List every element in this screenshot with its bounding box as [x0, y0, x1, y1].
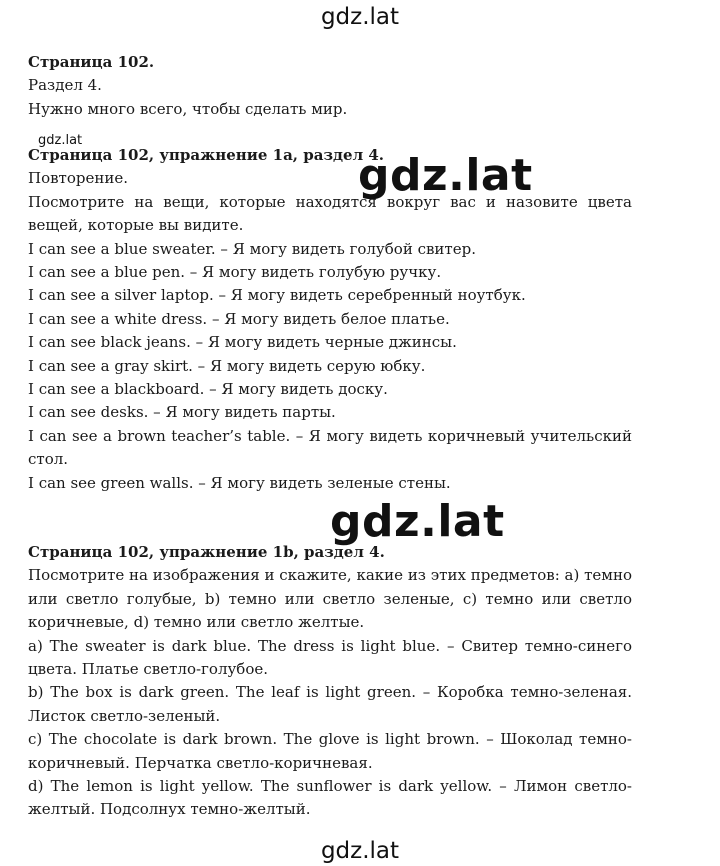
- answer-line: b) The box is dark green. The leaf is light green. – Коробка темно-зеленая. Листок светло-зеленый.: [28, 683, 632, 725]
- answer-line: a) The sweater is dark blue. The dress is light blue. – Свитер темно-синего цвета. Платье светло-голубое.: [28, 636, 632, 679]
- text-line: I can see a silver laptop. – Я могу видеть серебренный ноутбук.: [28, 286, 526, 305]
- watermark-large-2: gdz.lat: [330, 496, 505, 547]
- text-line: Нужно много всего, чтобы сделать мир.: [28, 99, 348, 118]
- text-line: Раздел 4.: [28, 76, 102, 95]
- text-line: I can see a blue sweater. – Я могу видеть голубой свитер.: [28, 239, 476, 258]
- text-line: I can see a brown teacher’s table. – Я могу видеть коричневый учительский стол.: [28, 426, 632, 469]
- text-line: I can see a blackboard. – Я могу видеть доску.: [28, 380, 388, 399]
- section-heading: Страница 102, упражнение 1b, раздел 4.: [28, 543, 385, 561]
- section-page-intro: [28, 51, 632, 121]
- answer-line: c) The chocolate is dark brown. The glove is light brown. – Шоколад темно-коричневый. Перчатка светло-коричневая.: [28, 730, 632, 772]
- section-heading: Страница 102, упражнение 1а, раздел 4.: [28, 146, 385, 164]
- text-line: I can see desks. – Я могу видеть парты.: [28, 403, 336, 422]
- text-line: I can see a white dress. – Я могу видеть белое платье.: [28, 309, 450, 328]
- text-line: I can see black jeans. – Я могу видеть черные джинсы.: [28, 333, 457, 352]
- section-exercise-1a: [28, 144, 632, 495]
- text-line: I can see a gray skirt. – Я могу видеть серую юбку.: [28, 356, 426, 375]
- watermark-small: gdz.lat: [38, 133, 83, 148]
- watermark-bottom: gdz.lat: [320, 838, 400, 864]
- text-line: I can see a blue pen. – Я могу видеть голубую ручку.: [28, 263, 442, 282]
- instruction-text: Посмотрите на изображения и скажите, какие из этих предметов: а) темно или светло голубые, b) темно или светло зеленые, с) темно или светло коричневые, d) темно или светло желтые.: [28, 566, 632, 632]
- answer-line: d) The lemon is light yellow. The sunflower is dark yellow. – Лимон светло-желтый. Подсолнух темно-желтый.: [28, 777, 632, 819]
- section-subtitle: Повторение.: [28, 169, 129, 188]
- watermark-top: gdz.lat: [320, 4, 400, 30]
- watermark-large-1: gdz.lat: [358, 150, 533, 201]
- section-heading: Страница 102.: [28, 53, 155, 71]
- instruction-text: Посмотрите на вещи, которые находятся вокруг вас и назовите цвета вещей, которые вы видите.: [28, 192, 632, 235]
- section-exercise-1b: [28, 541, 632, 822]
- text-line: I can see green walls. – Я могу видеть зеленые стены.: [28, 473, 451, 492]
